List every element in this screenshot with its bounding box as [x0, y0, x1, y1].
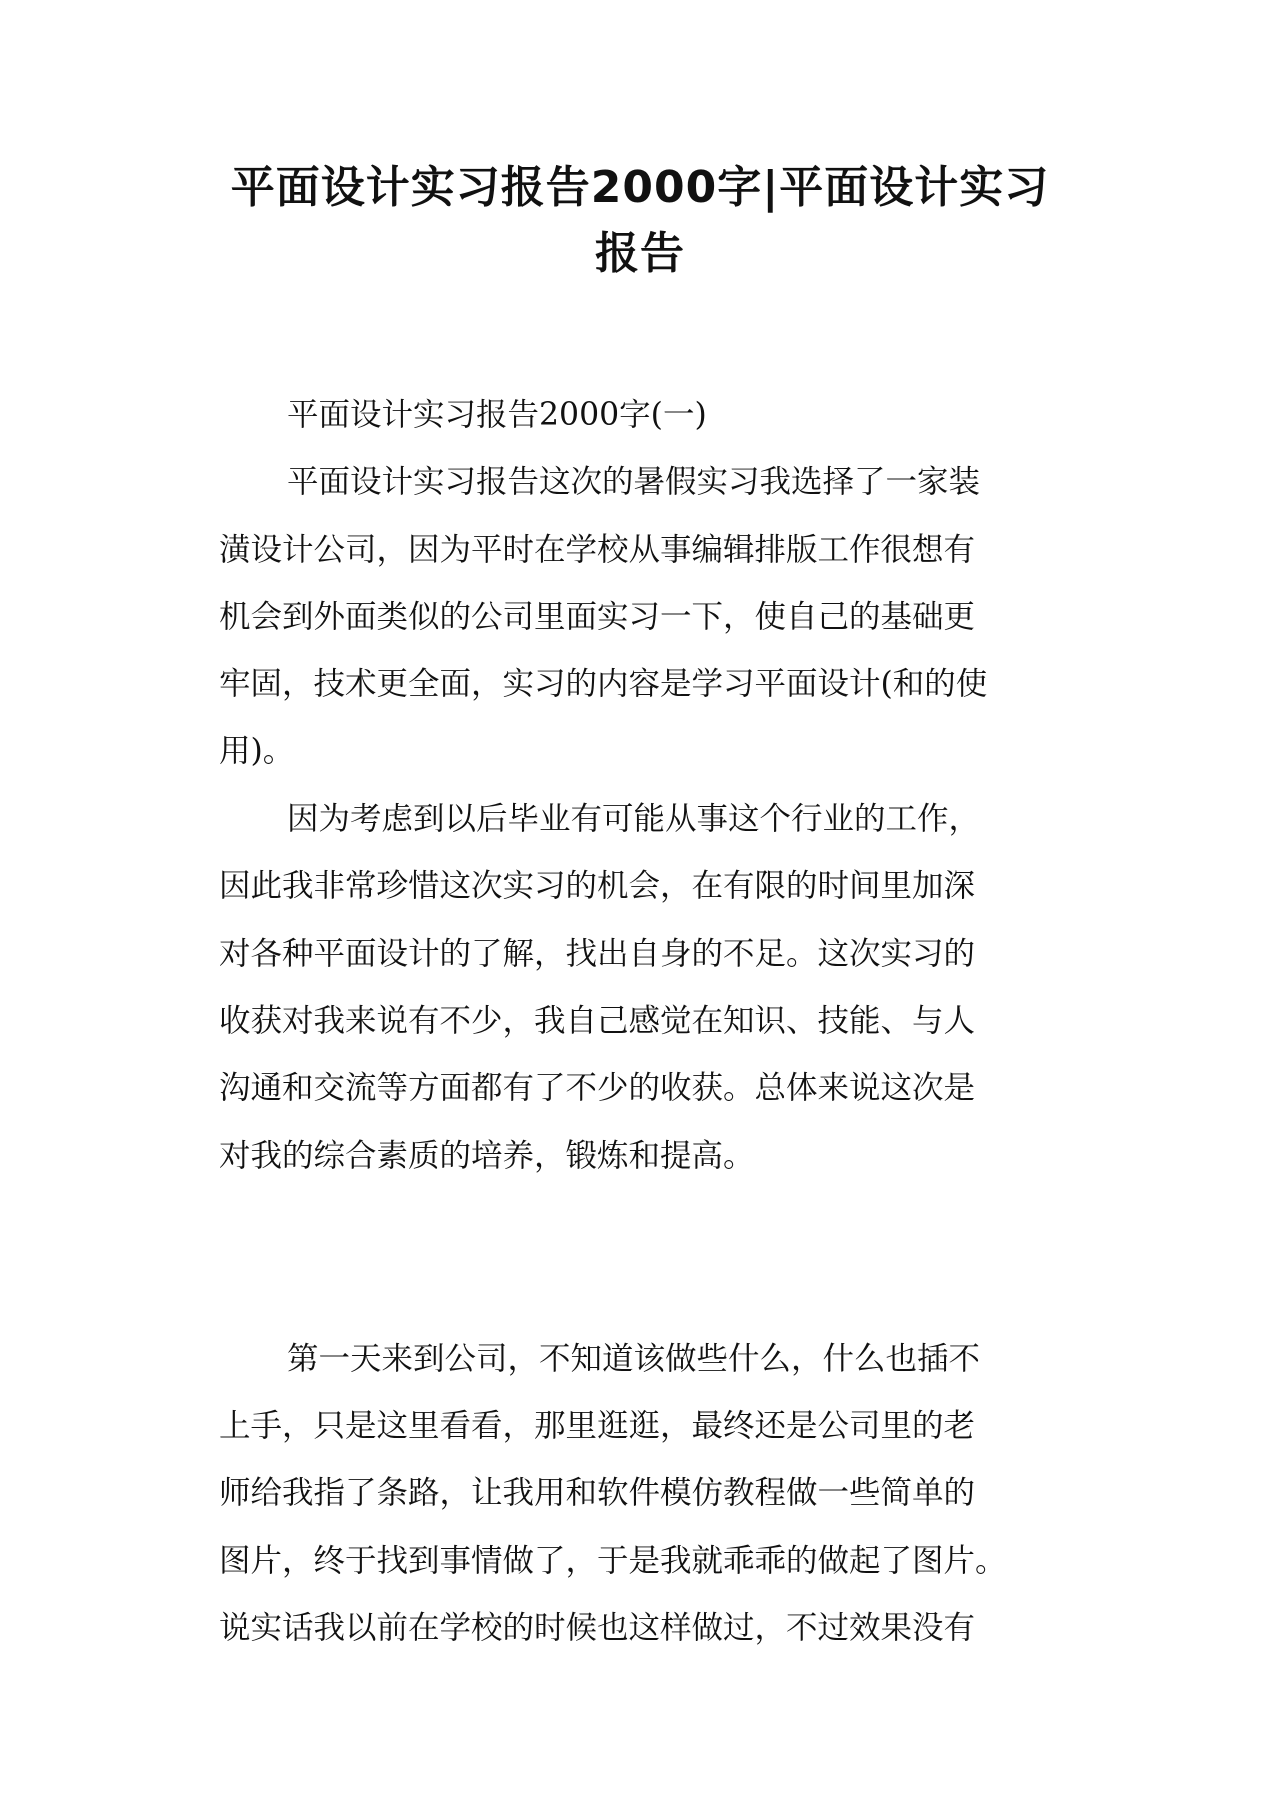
- paragraph-2-line-2: 因此我非常珍惜这次实习的机会，在有限的时间里加深: [219, 868, 976, 904]
- paragraph-3-line-4: 图片，终于找到事情做了，于是我就乖乖的做起了图片。: [219, 1543, 1007, 1579]
- paragraph-3-line-5: 说实话我以前在学校的时候也这样做过，不过效果没有: [219, 1610, 976, 1646]
- section-subtitle: 平面设计实习报告2000字(一): [287, 397, 707, 433]
- paragraph-2-line-6: 对我的综合素质的培养，锻炼和提高。: [219, 1138, 755, 1174]
- paragraph-2-line-5: 沟通和交流等方面都有了不少的收获。总体来说这次是: [219, 1070, 976, 1106]
- paragraph-3-line-2: 上手，只是这里看看，那里逛逛，最终还是公司里的老: [219, 1408, 976, 1444]
- title-line-2: 报告: [595, 228, 685, 279]
- paragraph-1-line-2: 潢设计公司，因为平时在学校从事编辑排版工作很想有: [219, 532, 976, 568]
- title-line-1: 平面设计实习报告2000字|平面设计实习: [230, 162, 1050, 213]
- paragraph-1-line-4: 牢固，技术更全面，实习的内容是学习平面设计(和的使: [219, 666, 988, 702]
- document-title: [200, 155, 1080, 287]
- paragraph-3-line-1: 第一天来到公司，不知道该做些什么，什么也插不: [287, 1341, 981, 1377]
- paragraph-1-line-5: 用)。: [219, 733, 295, 769]
- paragraph-1-line-3: 机会到外面类似的公司里面实习一下，使自己的基础更: [219, 599, 976, 635]
- paragraph-2-line-3: 对各种平面设计的了解，找出自身的不足。这次实习的: [219, 936, 976, 972]
- paragraph-2-line-4: 收获对我来说有不少，我自己感觉在知识、技能、与人: [219, 1003, 976, 1039]
- paragraph-1-line-1: 平面设计实习报告这次的暑假实习我选择了一家装: [287, 464, 981, 500]
- paragraph-3-line-3: 师给我指了条路，让我用和软件模仿教程做一些简单的: [219, 1475, 976, 1511]
- paragraph-2-line-1: 因为考虑到以后毕业有可能从事这个行业的工作，: [287, 801, 981, 837]
